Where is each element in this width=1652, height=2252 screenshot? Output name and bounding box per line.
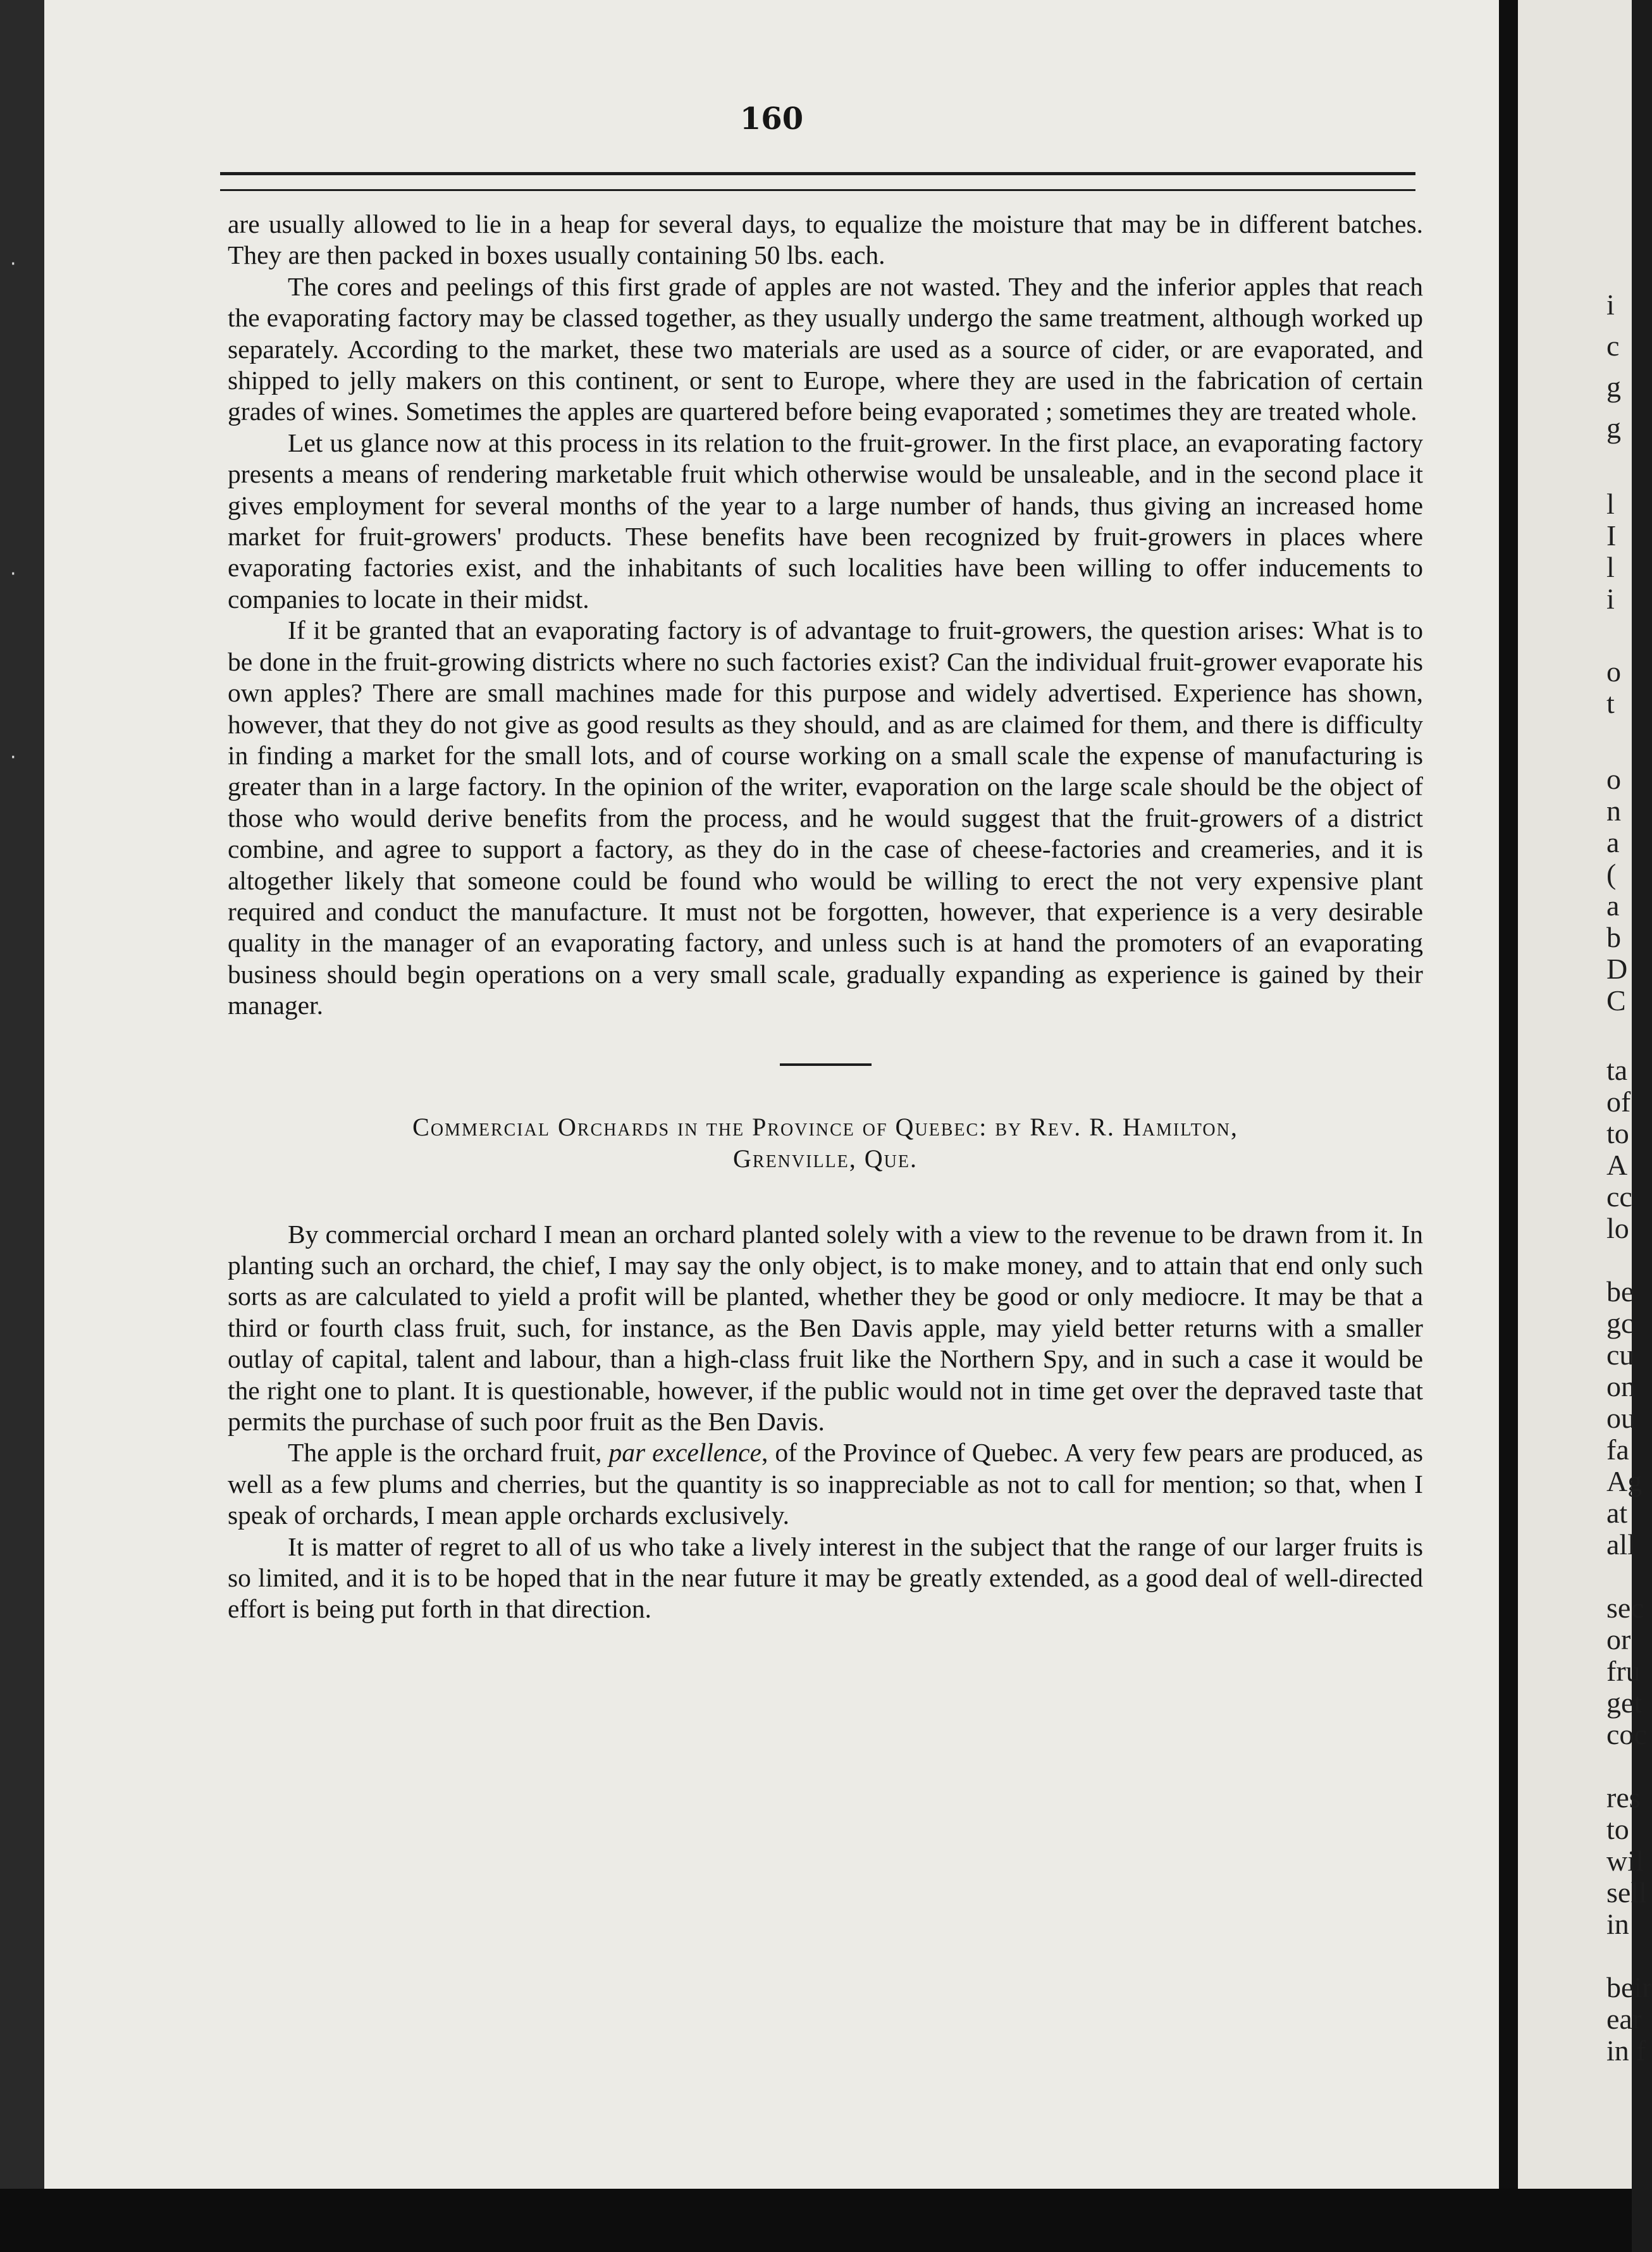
edge-mark: · [10, 253, 16, 275]
adjacent-text-fragment: to [1606, 1813, 1629, 1845]
adjacent-text-fragment: in f [1606, 2034, 1646, 2067]
adjacent-text-fragment: ou [1606, 1402, 1636, 1434]
adjacent-text-fragment: g [1606, 371, 1621, 403]
paragraph [228, 1437, 1423, 1531]
adjacent-text-fragment: l [1606, 551, 1615, 583]
adjacent-text-fragment: of [1606, 1086, 1631, 1118]
adjacent-text-fragment: c [1606, 330, 1620, 362]
adjacent-text-fragment: wil [1606, 1845, 1644, 1877]
article-heading-line: Commercial Orchards in the Province of Quebec: by Rev. R. Hamilton, [412, 1112, 1238, 1141]
adjacent-text-fragment: gc [1606, 1307, 1634, 1339]
adjacent-text-fragment: on [1606, 1370, 1636, 1402]
adjacent-text-fragment: i [1606, 583, 1615, 615]
adjacent-text-fragment: or [1606, 1623, 1631, 1655]
adjacent-text-fragment: A [1606, 1149, 1628, 1181]
adjacent-text-fragment: get [1606, 1686, 1643, 1719]
adjacent-text-fragment: a [1606, 889, 1620, 922]
header-double-rule [220, 172, 1415, 191]
adjacent-text-fragment: o [1606, 655, 1621, 688]
adjacent-text-fragment: o [1606, 763, 1621, 795]
adjacent-text-fragment: beir [1606, 1971, 1652, 2003]
adjacent-text-fragment: to [1606, 1117, 1629, 1149]
adjacent-text-fragment: fru [1606, 1655, 1641, 1687]
left-binding-edge [0, 0, 44, 2189]
adjacent-text-fragment: D [1606, 953, 1628, 985]
adjacent-text-fragment: cc [1606, 1180, 1632, 1213]
scan-bottom-border [0, 2189, 1632, 2252]
adjacent-text-fragment: Ag [1606, 1465, 1643, 1497]
adjacent-text-fragment: all [1606, 1528, 1636, 1561]
adjacent-text-fragment: ear [1606, 2003, 1643, 2035]
paragraph: If it be granted that an evaporating factory is of advantage to fruit-growers, the question arises: What is to be done in the fruit-growing districts where no such factories exist? Can the individual fruit-grower evaporate his own apples? There are small machines made for this purpose and widely advertised. Experience has shown, however, that they do not give as good results as they should, and as are claimed for them, and there is difficulty in finding a market for the small lots, and of course working on a small scale the expense of manufacturing is greater than in a large factory. In the opinion of the writer, evaporation on the large scale should be the object of those who would derive benefits from the process, and he would suggest that the fruit-growers of a district combine, and agree to support a factory, as they do in the case of cheese-factories and creameries, and it is altogether likely that someone could be found who would be willing to erect the not very expensive plant required and conduct the manufacture. It must not be forgotten, however, that experience is a very desirable quality in the manager of an evaporating factory, and unless such is at hand the promoters of an evaporating business should begin operations on a very small scale, gradually expanding as experience is gained by their manager. [228, 616, 1423, 1020]
adjacent-text-fragment: b [1606, 921, 1621, 953]
adjacent-text-fragment: ta [1606, 1054, 1628, 1086]
adjacent-text-fragment: sec [1606, 1592, 1644, 1624]
paragraph: are usually allowed to lie in a heap for several days, to equalize the moisture that may be in different batches. They are then packed in boxes usually containing 50 lbs. each. [228, 209, 1423, 270]
adjacent-text-fragment: t [1606, 687, 1615, 719]
adjacent-text-fragment: C [1606, 984, 1626, 1017]
adjacent-text-fragment: res [1606, 1781, 1641, 1814]
adjacent-text-fragment: g [1606, 412, 1621, 444]
page-gutter [1499, 0, 1518, 2189]
adjacent-text-fragment: I [1606, 519, 1617, 552]
page-body [228, 209, 1423, 1625]
paragraph: By commercial orchard I mean an orchard planted solely with a view to the revenue to be drawn from it. In planting such an orchard, the chief, I may say the only object, is to make money, and to attain that end only such sorts as are calculated to yield a profit will be planted, whether they be good or only mediocre. It may be that a third or fourth class fruit, such, for instance, as the Ben Davis apple, may yield better returns with a smaller outlay of capital, talent and labour, than a high-class fruit like the Northern Spy, and in such a case it would be the right one to plant. It is questionable, however, if the public would not in time get over the depraved taste that permits the purchase of such poor fruit as the Ben Davis. [228, 1219, 1423, 1436]
adjacent-text-fragment: cu [1606, 1339, 1634, 1371]
paragraph: Let us glance now at this process in its relation to the fruit-grower. In the first place, an evaporating factory presents a means of rendering marketable fruit which otherwise would be unsaleable, and in the second place it gives employment for several months of the year to a large number of hands, thus giving an increased home market for fruit-growers' products. These benefits have been recognized by fruit-growers in places where evaporating factories exist, and the inhabitants of such localities have been willing to offer inducements to companies to locate in their midst. [228, 428, 1423, 614]
article-heading [228, 1111, 1423, 1175]
adjacent-text-fragment: i [1606, 288, 1615, 321]
paragraph: The cores and peelings of this first grade of apples are not wasted. They and the inferior apples that reach the evaporating factory may be classed together, as they usually undergo the same treatment, although worked up separately. According to the market, these two materials are used as a source of cider, or are evaporated, and shipped to jelly makers on this continent, or sent to Europe, where they are used in the fabrication of certain grades of wines. Sometimes the apples are quartered before being evaporated ; sometimes they are treated whole. [228, 271, 1423, 426]
adjacent-text-fragment: sell [1606, 1876, 1647, 1909]
adjacent-text-fragment: in [1606, 1908, 1629, 1940]
adjacent-text-fragment: be [1606, 1275, 1634, 1308]
article-heading-line: Grenville, Que. [733, 1144, 918, 1173]
adjacent-text-fragment: l [1606, 488, 1615, 520]
edge-mark: · [10, 563, 16, 585]
adjacent-text-fragment: ( [1606, 858, 1617, 890]
adjacent-text-fragment: fa [1606, 1433, 1629, 1466]
paragraph-text: , of the Province of Quebec. A very few pears are produced, as well as a few plums and cherries, but the quantity is so inappreciable as not to call for mention; so that, when I speak of orchards, I mean apple orchards exclusively. [228, 1438, 1424, 1530]
page-number: 160 [739, 101, 804, 137]
adjacent-text-fragment: a [1606, 826, 1620, 858]
book-page [44, 0, 1499, 2189]
section-divider [780, 1063, 872, 1066]
adjacent-text-fragment: n [1606, 795, 1621, 827]
adjacent-text-fragment: at [1606, 1497, 1628, 1529]
adjacent-text-fragment: coc [1606, 1718, 1647, 1750]
paragraph-text: The apple is the orchard fruit, [288, 1438, 609, 1468]
adjacent-page-edge [1518, 0, 1652, 2189]
paragraph: It is matter of regret to all of us who take a lively interest in the subject that the range of our larger fruits is so limited, and it is to be hoped that in the near future it may be greatly extended, as a good deal of well-directed effort is being put forth in that direction. [228, 1531, 1423, 1624]
italic-phrase: par excellence [608, 1438, 761, 1468]
adjacent-text-fragment: lo [1606, 1212, 1629, 1244]
edge-mark: · [10, 746, 16, 769]
